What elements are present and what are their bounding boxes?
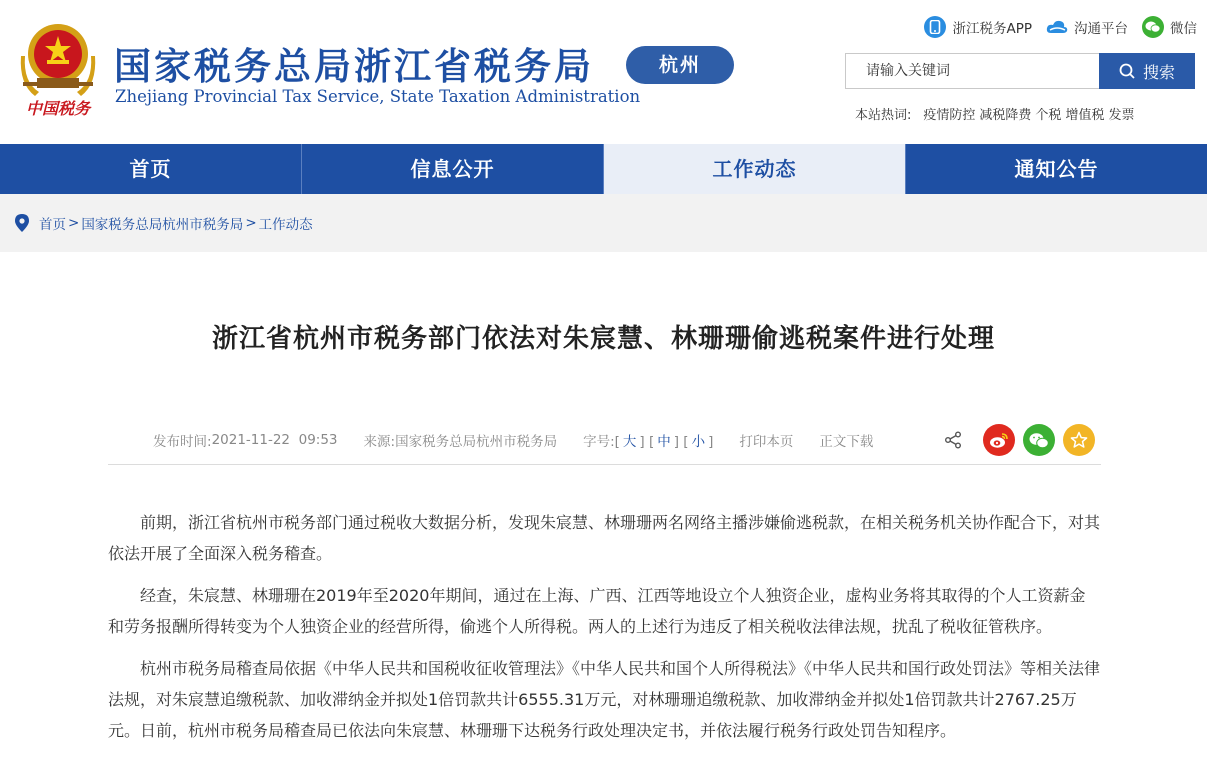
zhejiang-tax-app-label: 浙江税务APP bbox=[952, 21, 1032, 37]
wechat-label: 微信 bbox=[1170, 21, 1197, 37]
cloud-icon bbox=[1046, 16, 1068, 38]
top-links bbox=[924, 14, 1197, 40]
breadcrumb-separator: > bbox=[68, 215, 80, 231]
font-size-large-button[interactable]: 大 bbox=[622, 434, 637, 450]
site-header bbox=[0, 0, 1207, 144]
hot-word-epidemic[interactable]: 疫情防控 bbox=[923, 108, 976, 123]
hot-words bbox=[855, 104, 1134, 123]
main-nav bbox=[0, 144, 1207, 194]
star-icon bbox=[1070, 431, 1088, 449]
communication-platform-link[interactable] bbox=[1046, 16, 1128, 38]
article-meta-bar bbox=[108, 421, 1101, 465]
site-subtitle: Zhejiang Provincial Tax Service, State Taxation Administration bbox=[115, 87, 641, 106]
breadcrumb-work-news[interactable]: 工作动态 bbox=[258, 217, 313, 233]
wechat-share-button[interactable] bbox=[1023, 424, 1055, 456]
svg-text:中国税务: 中国税务 bbox=[25, 99, 91, 118]
article-paragraph: 前期，浙江省杭州市税务部门通过税收大数据分析，发现朱宸慧、林珊珊两名网络主播涉嫌偷逃税款，在相关税务机关协作配合下，对其依法开展了全面深入税务稽查。 bbox=[108, 513, 1101, 563]
nav-work-news[interactable]: 工作动态 bbox=[604, 144, 906, 194]
publish-date-label: 发布时间: bbox=[153, 434, 212, 450]
wechat-link[interactable] bbox=[1142, 16, 1197, 38]
hot-words-label: 本站热词: bbox=[855, 108, 912, 123]
article-meta bbox=[153, 421, 873, 459]
nav-announcements[interactable]: 通知公告 bbox=[1014, 157, 1099, 181]
favorite-button[interactable] bbox=[1063, 424, 1095, 456]
breadcrumb-hangzhou-bureau[interactable]: 国家税务总局杭州市税务局 bbox=[81, 217, 244, 233]
search-input[interactable]: 请输入关键词 bbox=[845, 53, 1100, 89]
wechat-icon bbox=[1029, 432, 1049, 449]
article-paragraph: 杭州市税务局稽查局依据《中华人民共和国税收征收管理法》《中华人民共和国个人所得税法》《中华人民共和国行政处罚法》等相关法律法规，对朱宸慧追缴税款、加收滞纳金并拟处1倍罚款共计6555.31万元，对林珊珊追缴税款、加收滞纳金并拟处1倍罚款共计2767.25万元。日前，杭州市税务局稽查局已依法向朱宸慧、林珊珊下达税务行政处理决定书，并依法履行税务行政处罚告知程序。 bbox=[108, 659, 1101, 740]
share-group bbox=[941, 424, 1095, 456]
breadcrumb-separator: > bbox=[245, 215, 257, 231]
hot-word-individual-tax[interactable]: 个税 bbox=[1035, 108, 1062, 123]
font-size-medium-button[interactable]: 中 bbox=[657, 434, 671, 450]
phone-app-icon bbox=[924, 16, 946, 38]
hot-word-vat[interactable]: 增值税 bbox=[1065, 108, 1105, 123]
site-title[interactable]: 国家税务总局浙江省税务局 bbox=[114, 45, 594, 88]
weibo-share-button[interactable] bbox=[983, 424, 1015, 456]
location-pin-icon bbox=[15, 214, 29, 232]
search-button[interactable] bbox=[1099, 53, 1195, 89]
source-label: 来源: bbox=[363, 434, 396, 450]
hot-word-invoice[interactable]: 发票 bbox=[1108, 108, 1135, 123]
wechat-icon bbox=[1142, 16, 1164, 38]
font-size-controls: [ 大 ] [ 中 ] [ 小 ] bbox=[614, 434, 714, 450]
article-title: 浙江省杭州市税务部门依法对朱宸慧、林珊珊偷逃税案件进行处理 bbox=[211, 324, 995, 354]
print-page-link[interactable]: 打印本页 bbox=[739, 434, 794, 450]
article-body bbox=[108, 507, 1101, 757]
nav-home[interactable]: 首页 bbox=[0, 144, 302, 194]
breadcrumb bbox=[0, 194, 1207, 252]
publish-date: 2021-11-22 09:53 bbox=[211, 432, 338, 448]
font-size-label: 字号: bbox=[583, 434, 615, 450]
breadcrumb-home[interactable]: 首页 bbox=[39, 217, 66, 233]
share-icon[interactable] bbox=[941, 428, 965, 452]
article-paragraph: 经查，朱宸慧、林珊珊在2019年至2020年期间，通过在上海、广西、江西等地设立个人独资企业，虚构业务将其取得的个人工资薪金和劳务报酬所得转变为个人独资企业的经营所得，偷逃个人所得税。两人的上述行为违反了相关税收法律法规，扰乱了税收征管秩序。 bbox=[108, 586, 1086, 636]
communication-platform-label: 沟通平台 bbox=[1074, 21, 1128, 37]
zhejiang-tax-app-link[interactable] bbox=[924, 16, 1032, 38]
weibo-icon bbox=[989, 432, 1009, 449]
national-emblem-icon[interactable] bbox=[17, 16, 99, 120]
source-value: 国家税务总局杭州市税务局 bbox=[395, 434, 558, 450]
font-size-small-button[interactable]: 小 bbox=[691, 434, 706, 450]
download-text-link[interactable]: 正文下载 bbox=[819, 434, 874, 450]
city-badge[interactable]: 杭州 bbox=[626, 46, 734, 84]
search-button-label: 搜索 bbox=[1142, 62, 1175, 82]
search-icon bbox=[1119, 63, 1135, 79]
hot-word-tax-cut[interactable]: 减税降费 bbox=[979, 108, 1032, 123]
nav-info-disclosure[interactable]: 信息公开 bbox=[302, 144, 604, 194]
